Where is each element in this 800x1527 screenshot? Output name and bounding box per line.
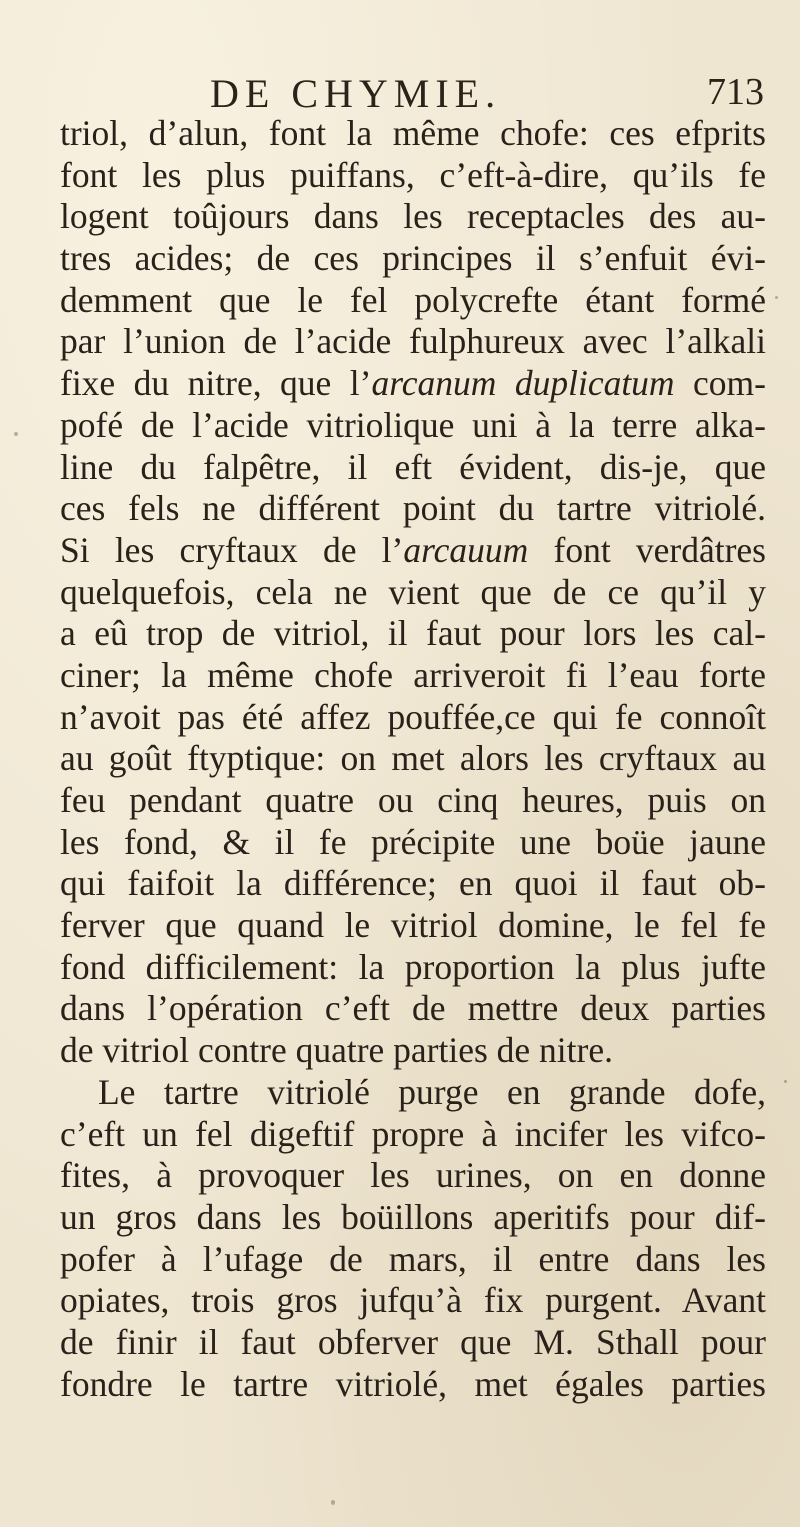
text-line: de vitriol contre quatre parties de nitre. <box>60 1030 613 1071</box>
text-line: au goût ftyptique: on met alors les cryftaux au <box>60 738 766 779</box>
paper-speck <box>784 1080 787 1083</box>
text-line: fond difficilement: la proportion la plus jufte <box>60 946 766 987</box>
text-line: qui faifoit la différence; en quoi il faut ob- <box>60 863 766 904</box>
latin-term: arcauum <box>403 529 529 570</box>
text-line: par l’union de l’acide fulphureux avec l’alkali <box>60 321 766 362</box>
text-line: quelquefois, cela ne vient que de ce qu’il y <box>60 571 766 612</box>
running-title: DE CHYMIE. <box>210 71 502 116</box>
text-line: Si les cryftaux de l’arcauum font verdâtres <box>60 529 766 570</box>
paper-speck <box>331 1500 335 1505</box>
text-line: les fond, & il fe précipite une boüe jaune <box>60 821 766 862</box>
text-line: fondre le tartre vitriolé, met égales parties <box>60 1363 766 1404</box>
paper-speck <box>14 432 18 436</box>
text-line: pofé de l’acide vitriolique uni à la terre alka- <box>60 404 766 445</box>
text-line: fixe du nitre, que l’arcanum duplicatum com- <box>60 363 766 404</box>
text-line: n’avoit pas été affez pouffée,ce qui fe connoît <box>60 696 766 737</box>
text-line: tres acides; de ces principes il s’enfuit évi- <box>60 238 766 279</box>
text-line: feu pendant quatre ou cinq heures, puis on <box>60 780 766 820</box>
paper-speck <box>775 296 778 299</box>
text-line: ces fels ne différent point du tartre vitriolé. <box>60 488 766 529</box>
body-text <box>60 113 766 1405</box>
text-line: dans l’opération c’eft de mettre deux parties <box>60 988 766 1029</box>
text-line: a eû trop de vitriol, il faut pour lors les cal- <box>60 613 766 654</box>
text-line: c’eft un fel digeftif propre à incifer les vifco- <box>60 1113 766 1154</box>
text-line: fites, à provoquer les urines, on en donne <box>60 1155 766 1196</box>
text-line: font les plus puiffans, c’eft-à-dire, qu’ils fe <box>60 154 766 195</box>
page-number: 713 <box>707 71 764 113</box>
text-line: triol, d’alun, font la même chofe: ces efprits <box>60 113 766 153</box>
latin-term: arcanum duplicatum <box>371 363 675 404</box>
text-line: un gros dans les boüillons aperitifs pour dif- <box>60 1196 766 1237</box>
text-line: Le tartre vitriolé purge en grande dofe, <box>98 1071 766 1112</box>
text-line: demment que le fel polycrefte étant formé <box>60 279 766 320</box>
text-line: ferver que quand le vitriol domine, le fel fe <box>60 905 766 946</box>
text-line: opiates, trois gros jufqu’à fix purgent. Avant <box>60 1280 766 1321</box>
text-line: pofer à l’ufage de mars, il entre dans les <box>60 1238 766 1279</box>
text-line: ciner; la même chofe arriveroit fi l’eau forte <box>60 654 766 695</box>
text-line: de finir il faut obferver que M. Sthall pour <box>60 1321 766 1362</box>
text-line: line du falpêtre, il eft évident, dis-je, que <box>60 446 766 487</box>
text-line: logent toûjours dans les receptacles des au- <box>60 196 766 237</box>
